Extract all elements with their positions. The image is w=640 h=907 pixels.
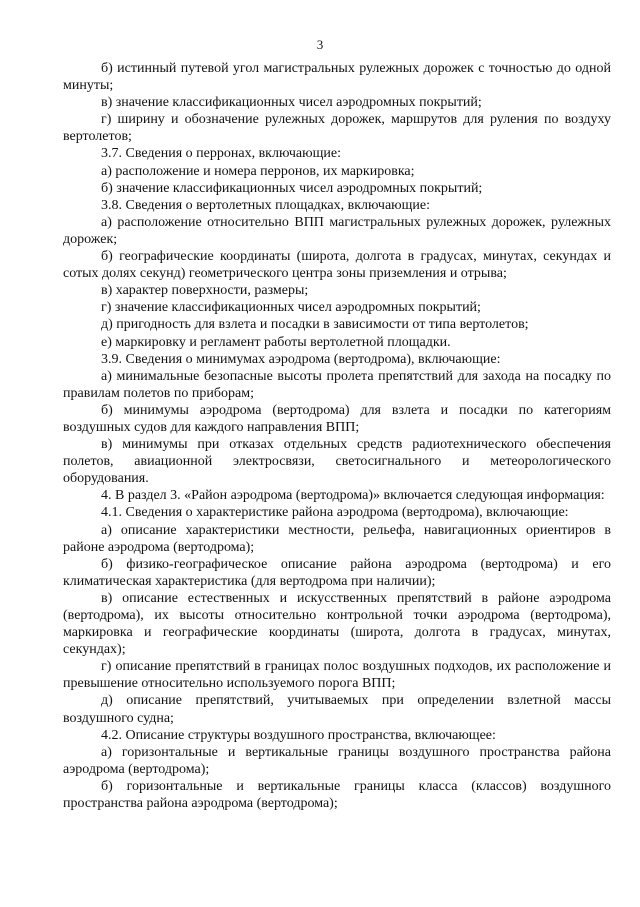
paragraph: в) минимумы при отказах отдельных средств радиотехнического обеспечения полетов, авиационной электросвязи, светосигнального и метеорологического оборудования. xyxy=(63,437,611,487)
paragraph: д) описание препятствий, учитываемых при определении взлетной массы воздушного судна; xyxy=(63,693,611,726)
document-body xyxy=(63,60,611,812)
paragraph: а) минимальные безопасные высоты пролета препятствий для захода на посадку по правилам полетов по приборам; xyxy=(63,368,611,401)
paragraph: г) значение классификационных чисел аэродромных покрытий; xyxy=(101,300,481,316)
section-heading: 4.1. Сведения о характеристике района аэродрома (вертодрома), включающие: xyxy=(101,505,569,521)
paragraph: д) пригодность для взлета и посадки в зависимости от типа вертолетов; xyxy=(101,317,529,333)
section-heading: 4. В раздел 3. «Район аэродрома (вертодрома)» включается следующая информация: xyxy=(101,488,605,504)
paragraph: а) расположение и номера перронов, их маркировка; xyxy=(101,163,415,179)
paragraph: б) минимумы аэродрома (вертодрома) для взлета и посадки по категориям воздушных судов для каждого направления ВПП; xyxy=(63,402,611,435)
section-heading: 3.9. Сведения о минимумах аэродрома (вертодрома), включающие: xyxy=(101,351,501,367)
paragraph: в) значение классификационных чисел аэродромных покрытий; xyxy=(101,95,482,111)
paragraph: в) характер поверхности, размеры; xyxy=(101,283,309,299)
paragraph: б) горизонтальные и вертикальные границы класса (классов) воздушного пространства района аэродрома (вертодрома); xyxy=(63,778,611,812)
paragraph: а) горизонтальные и вертикальные границы воздушного пространства района аэродрома (вертодрома); xyxy=(63,744,611,777)
section-heading: 3.7. Сведения о перронах, включающие: xyxy=(101,146,341,162)
paragraph: а) описание характеристики местности, рельефа, навигационных ориентиров в районе аэродрома (вертодрома); xyxy=(63,522,611,555)
paragraph: е) маркировку и регламент работы вертолетной площадки. xyxy=(101,334,451,350)
paragraph: г) описание препятствий в границах полос воздушных подходов, их расположение и превышение относительно используемого порога ВПП; xyxy=(63,659,611,692)
section-heading: 4.2. Описание структуры воздушного пространства, включающее: xyxy=(101,727,496,743)
paragraph: а) расположение относительно ВПП магистральных рулежных дорожек, рулежных дорожек; xyxy=(63,214,611,247)
paragraph: г) ширину и обозначение рулежных дорожек, маршрутов для руления по воздуху вертолетов; xyxy=(63,112,611,145)
paragraph: б) физико-географическое описание района аэродрома (вертодрома) и его климатическая характеристика (для вертодрома при наличии); xyxy=(63,556,611,589)
paragraph: б) истинный путевой угол магистральных рулежных дорожек с точностью до одной минуты; xyxy=(63,61,611,94)
section-heading: 3.8. Сведения о вертолетных площадках, включающие: xyxy=(101,197,430,213)
paragraph: б) географические координаты (широта, долгота в градусах, минутах, секундах и сотых долях секунд) геометрического центра зоны приземления и отрыва; xyxy=(63,249,611,282)
page-number: 3 xyxy=(316,37,324,52)
paragraph: в) описание естественных и искусственных препятствий в районе аэродрома (вертодрома), их высоты относительно контрольной точки аэродрома (вертодрома), маркировка и географические координаты (широта, долгота в градусах, минутах, секундах); xyxy=(63,590,611,658)
paragraph: б) значение классификационных чисел аэродромных покрытий; xyxy=(101,180,483,196)
